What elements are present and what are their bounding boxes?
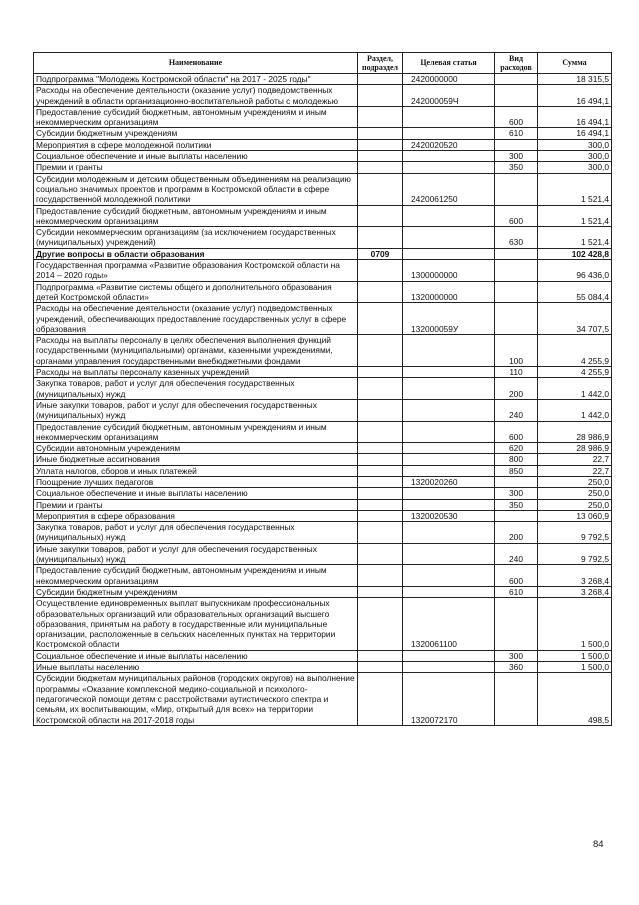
table-row xyxy=(34,421,612,443)
cell-name: Иные бюджетные ассигнования xyxy=(34,454,358,465)
table-row xyxy=(34,565,612,587)
cell-target xyxy=(403,543,495,565)
cell-vid: 110 xyxy=(495,367,538,378)
table-row xyxy=(34,543,612,565)
cell-razdel xyxy=(358,128,403,139)
cell-target: 132000059У xyxy=(403,303,495,335)
cell-vid: 200 xyxy=(495,522,538,544)
cell-target xyxy=(403,378,495,400)
cell-target: 1320020260 xyxy=(403,476,495,487)
table-row xyxy=(34,399,612,421)
cell-razdel xyxy=(358,465,403,476)
cell-vid xyxy=(495,173,538,205)
cell-name: Предоставление субсидий бюджетным, автономным учреждениям и иным некоммерческим организациям xyxy=(34,421,358,443)
cell-sum: 250,0 xyxy=(538,488,612,499)
table-row xyxy=(34,139,612,150)
cell-vid: 350 xyxy=(495,499,538,510)
cell-target xyxy=(403,106,495,128)
cell-sum: 13 060,9 xyxy=(538,510,612,521)
budget-table-container xyxy=(33,52,611,726)
cell-sum: 16 494,1 xyxy=(538,128,612,139)
cell-sum: 55 084,4 xyxy=(538,281,612,303)
cell-sum: 9 792,5 xyxy=(538,522,612,544)
cell-name: Осуществление единовременных выплат выпускникам профессиональных образовательных организаций или образовательных организаций высшего образования, принятым на работу в государственные или муниципальные организации, расположенные в сельских населенных пунктах на территории Костромской области xyxy=(34,598,358,650)
budget-table xyxy=(33,52,612,726)
cell-vid: 100 xyxy=(495,335,538,367)
cell-sum: 22,7 xyxy=(538,465,612,476)
cell-sum: 1 521,4 xyxy=(538,205,612,227)
cell-sum: 1 500,0 xyxy=(538,662,612,673)
cell-name: Социальное обеспечение и иные выплаты населению xyxy=(34,151,358,162)
table-row xyxy=(34,128,612,139)
cell-sum: 1 500,0 xyxy=(538,650,612,661)
table-row xyxy=(34,586,612,597)
cell-name: Субсидии бюджетным учреждениям xyxy=(34,128,358,139)
cell-name: Иные закупки товаров, работ и услуг для обеспечения государственных (муниципальных) нужд xyxy=(34,543,358,565)
cell-sum: 16 494,1 xyxy=(538,85,612,107)
cell-name: Мероприятия в сфере молодежной политики xyxy=(34,139,358,150)
cell-name: Социальное обеспечение и иные выплаты населению xyxy=(34,488,358,499)
table-row xyxy=(34,499,612,510)
cell-sum: 28 986,9 xyxy=(538,443,612,454)
cell-razdel xyxy=(358,151,403,162)
table-row xyxy=(34,303,612,335)
cell-razdel xyxy=(358,454,403,465)
cell-sum: 1 442,0 xyxy=(538,399,612,421)
cell-vid xyxy=(495,74,538,85)
cell-razdel xyxy=(358,367,403,378)
cell-name: Мероприятия в сфере образования xyxy=(34,510,358,521)
page-number: 84 xyxy=(593,839,604,850)
cell-target xyxy=(403,128,495,139)
cell-sum: 1 521,4 xyxy=(538,173,612,205)
cell-vid: 240 xyxy=(495,543,538,565)
cell-sum: 300,0 xyxy=(538,162,612,173)
cell-name: Государственная программа «Развитие образования Костромской области на 2014 – 2020 годы» xyxy=(34,260,358,282)
cell-target: 1320000000 xyxy=(403,281,495,303)
cell-razdel xyxy=(358,443,403,454)
cell-razdel xyxy=(358,173,403,205)
cell-sum: 300,0 xyxy=(538,139,612,150)
cell-target xyxy=(403,162,495,173)
table-row xyxy=(34,151,612,162)
cell-vid: 300 xyxy=(495,488,538,499)
table-row xyxy=(34,650,612,661)
cell-target: 1300000000 xyxy=(403,260,495,282)
cell-sum: 1 500,0 xyxy=(538,598,612,650)
cell-name: Иные выплаты населению xyxy=(34,662,358,673)
table-row xyxy=(34,367,612,378)
cell-razdel xyxy=(358,162,403,173)
cell-name: Субсидии молодежным и детским общественным объединениям на реализацию социально значимых проектов и программ в Костромской области в сфере государственной молодежной политики xyxy=(34,173,358,205)
cell-target: 1320072170 xyxy=(403,673,495,725)
cell-razdel xyxy=(358,421,403,443)
cell-target xyxy=(403,488,495,499)
cell-sum: 4 255,9 xyxy=(538,335,612,367)
cell-vid xyxy=(495,85,538,107)
header-row xyxy=(34,53,612,74)
cell-razdel xyxy=(358,74,403,85)
table-row xyxy=(34,173,612,205)
cell-razdel xyxy=(358,106,403,128)
cell-vid xyxy=(495,476,538,487)
cell-razdel xyxy=(358,543,403,565)
cell-sum: 9 792,5 xyxy=(538,543,612,565)
cell-vid xyxy=(495,303,538,335)
cell-sum: 250,0 xyxy=(538,499,612,510)
cell-sum: 102 428,8 xyxy=(538,248,612,259)
header-vid: Вид расходов xyxy=(495,53,538,74)
cell-target xyxy=(403,151,495,162)
cell-razdel xyxy=(358,85,403,107)
cell-target xyxy=(403,205,495,227)
cell-razdel xyxy=(358,499,403,510)
cell-name: Закупка товаров, работ и услуг для обеспечения государственных (муниципальных) нужд xyxy=(34,522,358,544)
header-razdel: Раздел, подраздел xyxy=(358,53,403,74)
cell-target xyxy=(403,248,495,259)
cell-razdel: 0709 xyxy=(358,248,403,259)
cell-target xyxy=(403,454,495,465)
cell-razdel xyxy=(358,673,403,725)
cell-sum: 4 255,9 xyxy=(538,367,612,378)
table-row xyxy=(34,335,612,367)
cell-razdel xyxy=(358,335,403,367)
header-name: Наименование xyxy=(34,53,358,74)
cell-vid: 600 xyxy=(495,565,538,587)
cell-name: Уплата налогов, сборов и иных платежей xyxy=(34,465,358,476)
cell-name: Субсидии бюджетным учреждениям xyxy=(34,586,358,597)
cell-name: Расходы на обеспечение деятельности (оказание услуг) подведомственных учреждений, обеспечивающих предоставление государственных услуг в сфере образования xyxy=(34,303,358,335)
cell-target xyxy=(403,586,495,597)
cell-sum: 1 521,4 xyxy=(538,227,612,249)
cell-name: Премии и гранты xyxy=(34,499,358,510)
table-row xyxy=(34,488,612,499)
cell-target: 2420061250 xyxy=(403,173,495,205)
cell-vid: 350 xyxy=(495,162,538,173)
cell-razdel xyxy=(358,378,403,400)
table-row xyxy=(34,227,612,249)
cell-sum: 250,0 xyxy=(538,476,612,487)
cell-vid xyxy=(495,510,538,521)
cell-name: Премии и гранты xyxy=(34,162,358,173)
cell-vid xyxy=(495,260,538,282)
cell-razdel xyxy=(358,139,403,150)
cell-razdel xyxy=(358,510,403,521)
cell-sum: 22,7 xyxy=(538,454,612,465)
cell-razdel xyxy=(358,586,403,597)
cell-sum: 1 442,0 xyxy=(538,378,612,400)
header-target: Целевая статья xyxy=(403,53,495,74)
table-row xyxy=(34,662,612,673)
cell-target xyxy=(403,443,495,454)
cell-razdel xyxy=(358,399,403,421)
cell-target xyxy=(403,335,495,367)
cell-vid: 850 xyxy=(495,465,538,476)
table-row xyxy=(34,598,612,650)
cell-razdel xyxy=(358,260,403,282)
cell-name: Предоставление субсидий бюджетным, автономным учреждениям и иным некоммерческим организациям xyxy=(34,565,358,587)
cell-target xyxy=(403,399,495,421)
table-row xyxy=(34,476,612,487)
table-row xyxy=(34,510,612,521)
cell-vid: 600 xyxy=(495,421,538,443)
cell-razdel xyxy=(358,303,403,335)
cell-name: Поощрение лучших педагогов xyxy=(34,476,358,487)
table-row xyxy=(34,205,612,227)
cell-razdel xyxy=(358,598,403,650)
table-row xyxy=(34,248,612,259)
table-row xyxy=(34,260,612,282)
cell-vid: 600 xyxy=(495,106,538,128)
cell-vid: 630 xyxy=(495,227,538,249)
cell-target xyxy=(403,227,495,249)
cell-razdel xyxy=(358,650,403,661)
cell-vid: 240 xyxy=(495,399,538,421)
cell-target: 1320020530 xyxy=(403,510,495,521)
cell-sum: 96 436,0 xyxy=(538,260,612,282)
cell-vid xyxy=(495,248,538,259)
cell-vid xyxy=(495,598,538,650)
cell-vid: 300 xyxy=(495,650,538,661)
cell-target xyxy=(403,650,495,661)
cell-vid xyxy=(495,139,538,150)
table-row xyxy=(34,454,612,465)
cell-vid: 200 xyxy=(495,378,538,400)
cell-sum: 16 494,1 xyxy=(538,106,612,128)
cell-sum: 28 986,9 xyxy=(538,421,612,443)
cell-razdel xyxy=(358,476,403,487)
table-row xyxy=(34,106,612,128)
cell-name: Расходы на обеспечение деятельности (оказание услуг) подведомственных учреждений в области организационно-воспитательной работы с молодежью xyxy=(34,85,358,107)
table-row xyxy=(34,673,612,725)
table-row xyxy=(34,74,612,85)
cell-sum: 34 707,5 xyxy=(538,303,612,335)
cell-name: Закупка товаров, работ и услуг для обеспечения государственных (муниципальных) нужд xyxy=(34,378,358,400)
cell-sum: 3 268,4 xyxy=(538,586,612,597)
cell-vid: 360 xyxy=(495,662,538,673)
cell-vid xyxy=(495,281,538,303)
cell-name: Предоставление субсидий бюджетным, автономным учреждениям и иным некоммерческим организациям xyxy=(34,205,358,227)
table-row xyxy=(34,162,612,173)
table-header xyxy=(34,53,612,74)
cell-sum: 300,0 xyxy=(538,151,612,162)
cell-target xyxy=(403,465,495,476)
table-row xyxy=(34,465,612,476)
cell-name: Субсидии бюджетам муниципальных районов (городских округов) на выполнение программы «Оказание комплексной медико-социальной и психолого-педагогической помощи детям с расстройствами аутистического спектра и семьям, их воспитывающим, «Мир, открытый для всех» на территории Костромской области на 2017-2018 годы xyxy=(34,673,358,725)
cell-vid: 610 xyxy=(495,128,538,139)
cell-name: Субсидии некоммерческим организациям (за исключением государственных (муниципальных) учреждений) xyxy=(34,227,358,249)
cell-vid: 800 xyxy=(495,454,538,465)
table-row xyxy=(34,85,612,107)
table-row xyxy=(34,522,612,544)
cell-target xyxy=(403,565,495,587)
cell-target: 2420020520 xyxy=(403,139,495,150)
table-body xyxy=(34,74,612,726)
cell-razdel xyxy=(358,227,403,249)
cell-razdel xyxy=(358,522,403,544)
cell-name: Иные закупки товаров, работ и услуг для обеспечения государственных (муниципальных) нужд xyxy=(34,399,358,421)
cell-target: 2420000000 xyxy=(403,74,495,85)
cell-razdel xyxy=(358,488,403,499)
cell-target xyxy=(403,662,495,673)
cell-name: Подпрограмма «Развитие системы общего и дополнительного образования детей Костромской области» xyxy=(34,281,358,303)
cell-target xyxy=(403,367,495,378)
cell-name: Предоставление субсидий бюджетным, автономным учреждениям и иным некоммерческим организациям xyxy=(34,106,358,128)
cell-razdel xyxy=(358,662,403,673)
cell-target xyxy=(403,522,495,544)
table-row xyxy=(34,443,612,454)
cell-target: 1320061100 xyxy=(403,598,495,650)
cell-sum: 498,5 xyxy=(538,673,612,725)
cell-razdel xyxy=(358,565,403,587)
cell-sum: 3 268,4 xyxy=(538,565,612,587)
cell-target xyxy=(403,421,495,443)
cell-target: 242000059Ч xyxy=(403,85,495,107)
cell-razdel xyxy=(358,281,403,303)
cell-sum: 18 315,5 xyxy=(538,74,612,85)
cell-vid: 300 xyxy=(495,151,538,162)
cell-vid xyxy=(495,673,538,725)
cell-vid: 620 xyxy=(495,443,538,454)
cell-name: Другие вопросы в области образования xyxy=(34,248,358,259)
header-sum: Сумма xyxy=(538,53,612,74)
cell-vid: 600 xyxy=(495,205,538,227)
cell-name: Подпрограмма "Молодежь Костромской области" на 2017 - 2025 годы" xyxy=(34,74,358,85)
cell-vid: 610 xyxy=(495,586,538,597)
cell-name: Расходы на выплаты персоналу в целях обеспечения выполнения функций государственными (муниципальными) органами, казенными учреждениями, органами управления государственными внебюджетными фондами xyxy=(34,335,358,367)
cell-name: Расходы на выплаты персоналу казенных учреждений xyxy=(34,367,358,378)
cell-name: Субсидии автономным учреждениям xyxy=(34,443,358,454)
cell-name: Социальное обеспечение и иные выплаты населению xyxy=(34,650,358,661)
table-row xyxy=(34,281,612,303)
table-row xyxy=(34,378,612,400)
cell-target xyxy=(403,499,495,510)
cell-razdel xyxy=(358,205,403,227)
